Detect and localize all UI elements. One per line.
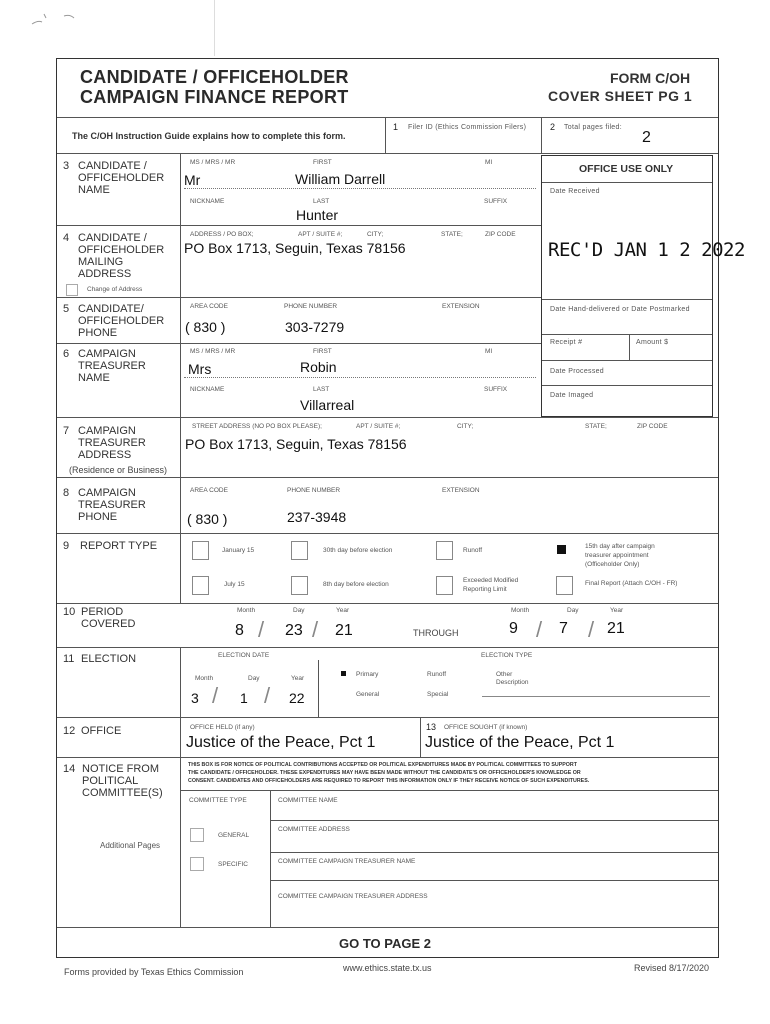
candidate-title[interactable]: Mr — [184, 172, 201, 188]
candidate-first-name[interactable]: William Darrell — [295, 171, 386, 187]
primary-checkbox-checked[interactable] — [341, 671, 346, 676]
report-jan15-checkbox[interactable] — [192, 541, 209, 560]
total-pages-label: Total pages filed: — [564, 124, 622, 131]
office-use-title: OFFICE USE ONLY — [579, 163, 674, 175]
election-day[interactable]: 1 — [240, 690, 248, 706]
treasurer-phone-number[interactable]: 237-3948 — [287, 509, 347, 525]
report-final-checkbox[interactable] — [556, 576, 573, 595]
additional-pages-label: Additional Pages — [100, 841, 161, 850]
change-of-address-label: Change of Address — [87, 286, 143, 293]
treasurer-address[interactable]: PO Box 1713, Seguin, Texas 78156 — [185, 436, 407, 452]
report-runoff-checkbox[interactable] — [436, 541, 453, 560]
candidate-last-name[interactable]: Hunter — [296, 207, 339, 223]
period-from-year[interactable]: 21 — [335, 622, 353, 639]
election-year[interactable]: 22 — [289, 690, 305, 706]
report-exceeded-checkbox[interactable] — [436, 576, 453, 595]
general-committee-checkbox[interactable] — [190, 828, 204, 842]
form-title-line2: CAMPAIGN FINANCE REPORT — [80, 87, 349, 107]
footer-website[interactable]: www.ethics.state.tx.us — [343, 963, 432, 973]
treasurer-area-code[interactable]: ( 830 ) — [187, 511, 228, 527]
period-to-month[interactable]: 9 — [509, 620, 518, 637]
form-subtitle: COVER SHEET PG 1 — [548, 88, 693, 104]
scan-mark-icon — [28, 6, 88, 28]
instruction-text: The C/OH Instruction Guide explains how to complete this form. — [72, 131, 346, 141]
period-from-day[interactable]: 23 — [285, 622, 303, 639]
change-of-address-checkbox[interactable] — [66, 284, 78, 296]
candidate-mailing-address[interactable]: PO Box 1713, Seguin, Texas 78156 — [184, 240, 406, 256]
period-from-month[interactable]: 8 — [235, 622, 244, 639]
report-30th-day-checkbox[interactable] — [291, 541, 308, 560]
footer-revised: Revised 8/17/2020 — [634, 963, 710, 973]
treasurer-first-name[interactable]: Robin — [300, 359, 337, 375]
report-8th-day-checkbox[interactable] — [291, 576, 308, 595]
report-15th-day-checkbox-checked[interactable] — [557, 545, 566, 554]
scan-line — [214, 0, 215, 56]
office-sought-value[interactable]: Justice of the Peace, Pct 1 — [425, 734, 615, 751]
form-id: FORM C/OH — [610, 70, 691, 86]
received-stamp: REC'D JAN 1 2 2022 — [548, 239, 745, 261]
total-pages-value[interactable]: 2 — [642, 129, 651, 146]
other-description-field[interactable] — [482, 696, 710, 697]
report-jul15-checkbox[interactable] — [192, 576, 209, 595]
form-title-line1: CANDIDATE / OFFICEHOLDER — [80, 67, 349, 87]
treasurer-last-name[interactable]: Villarreal — [300, 397, 355, 413]
treasurer-title[interactable]: Mrs — [188, 361, 212, 377]
election-month[interactable]: 3 — [191, 690, 199, 706]
period-to-day[interactable]: 7 — [559, 620, 568, 637]
period-to-year[interactable]: 21 — [607, 620, 625, 637]
through-label: THROUGH — [413, 628, 459, 638]
candidate-phone-number[interactable]: 303-7279 — [285, 319, 345, 335]
go-to-page-2: GO TO PAGE 2 — [339, 936, 431, 951]
specific-committee-checkbox[interactable] — [190, 857, 204, 871]
office-held-value[interactable]: Justice of the Peace, Pct 1 — [186, 734, 376, 751]
filer-id-label: Filer ID (Ethics Commission Filers) — [408, 124, 527, 131]
footer-provider: Forms provided by Texas Ethics Commission — [64, 967, 244, 977]
candidate-area-code[interactable]: ( 830 ) — [185, 319, 226, 335]
